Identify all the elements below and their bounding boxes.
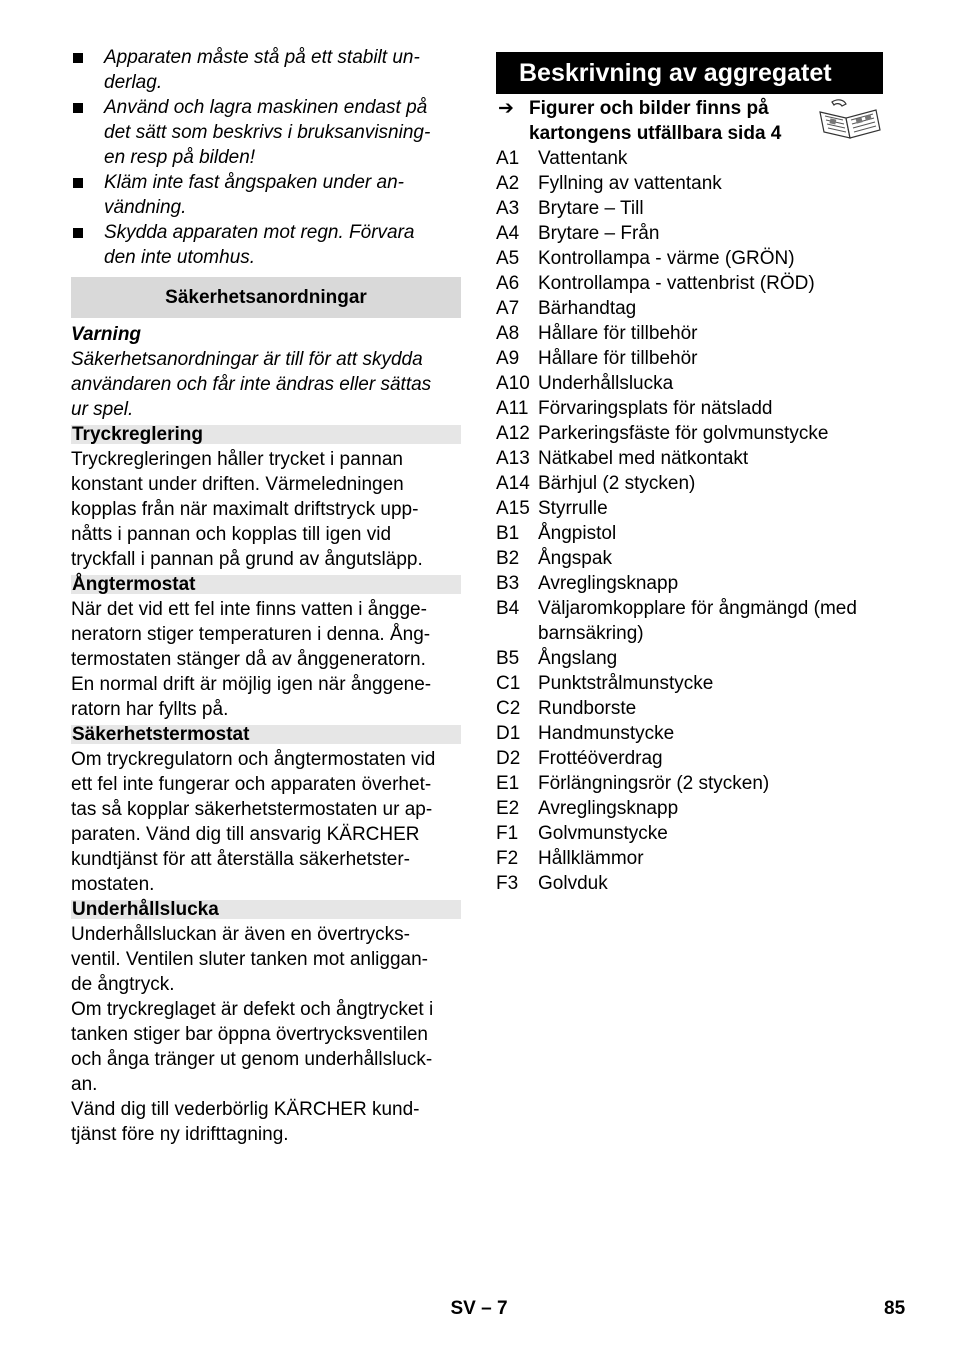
- part-code: A1: [496, 148, 520, 169]
- safety-devices-title: Säkerhetsanordningar: [165, 286, 367, 308]
- section-line: neratorn stiger temperaturen i denna. Ång-: [71, 624, 431, 645]
- part-item: [496, 321, 896, 346]
- safety-sections: [71, 425, 461, 1147]
- section-line: ett fel inte fungerar och apparaten överhet-: [71, 774, 432, 795]
- part-description-line: Förlängningsrör (2 stycken): [538, 773, 770, 794]
- part-code: D2: [496, 748, 521, 769]
- warning-label: Varning: [71, 324, 142, 345]
- footer-section-text: SV – 7: [450, 1298, 508, 1319]
- part-description: [538, 271, 815, 296]
- part-description: [538, 421, 828, 446]
- figures-note-line: kartongens utfällbara sida 4: [529, 123, 782, 144]
- part-description: [538, 721, 674, 746]
- part-description-line: Bärhandtag: [538, 298, 637, 319]
- part-description: [538, 796, 678, 821]
- part-code: A8: [496, 323, 520, 344]
- section-line: Om tryckregulatorn och ångtermostaten vid: [71, 749, 436, 770]
- part-item: [496, 246, 896, 271]
- section-line: Tryckregleringen håller trycket i pannan: [71, 449, 403, 470]
- part-description: [538, 696, 636, 721]
- part-code: A11: [496, 398, 529, 419]
- section-line: När det vid ett fel inte finns vatten i ångge-: [71, 599, 427, 620]
- part-code: B3: [496, 573, 520, 594]
- section-line: kundtjänst för att återställa säkerhetster-: [71, 849, 410, 870]
- part-description: [538, 221, 659, 246]
- section-line: termostaten stänger då av ånggeneratorn.: [71, 649, 426, 670]
- bullet-line: Använd och lagra maskinen endast på: [104, 97, 428, 118]
- arrow-right-icon: ➔: [498, 98, 514, 119]
- part-item: [496, 521, 896, 546]
- safety-section: [71, 725, 461, 897]
- part-description-line: Brytare – Till: [538, 198, 644, 219]
- part-item: [496, 146, 896, 171]
- warning-line: ur spel.: [71, 399, 134, 420]
- bullet-item: [71, 220, 461, 270]
- part-description-line: Kontrollampa - värme (GRÖN): [538, 248, 795, 269]
- part-code: A6: [496, 273, 520, 294]
- square-bullet-icon: [73, 103, 83, 113]
- part-item: [496, 846, 896, 871]
- book-icon: [816, 98, 884, 148]
- part-item: [496, 771, 896, 796]
- part-description-line: Handmunstycke: [538, 723, 675, 744]
- part-description-line: Styrrulle: [538, 498, 608, 519]
- part-description-line: Underhållslucka: [538, 373, 674, 394]
- part-description: [538, 571, 678, 596]
- parts-list: [496, 146, 896, 896]
- section-line: tas så kopplar säkerhetstermostaten ur ap-: [71, 799, 433, 820]
- bullet-line: vändning.: [104, 197, 187, 218]
- part-code: F2: [496, 848, 519, 869]
- part-description: [538, 596, 857, 646]
- part-description: [538, 171, 722, 196]
- part-item: [496, 371, 896, 396]
- part-description: [538, 771, 769, 796]
- section-line: ratorn har fyllts på.: [71, 699, 229, 720]
- part-description: [538, 296, 636, 321]
- part-item: [496, 871, 896, 896]
- section-line: tjänst före ny idrifttagning.: [71, 1124, 289, 1145]
- part-code: A15: [496, 498, 530, 519]
- part-description-line: Avreglingsknapp: [538, 573, 679, 594]
- section-line: ventil. Ventilen sluter tanken mot anliggan-: [71, 949, 428, 970]
- part-item: [496, 546, 896, 571]
- bullet-line: Skydda apparaten mot regn. Förvara: [104, 222, 415, 243]
- bullet-line: Kläm inte fast ångspaken under an-: [104, 172, 404, 193]
- part-description: [538, 396, 772, 421]
- square-bullet-icon: [73, 53, 83, 63]
- part-description-line: Ångspak: [538, 548, 612, 569]
- safety-section: [71, 425, 461, 572]
- part-item: [496, 496, 896, 521]
- section-line: paraten. Vänd dig till ansvarig KÄRCHER: [71, 824, 420, 845]
- section-line: Om tryckreglaget är defekt och ångtrycket i: [71, 999, 434, 1020]
- bullet-line: en resp på bilden!: [104, 147, 256, 168]
- section-heading: Säkerhetstermostat: [71, 725, 461, 744]
- part-code: E1: [496, 773, 520, 794]
- section-line: konstant under driften. Värmeledningen: [71, 474, 404, 495]
- bullet-line: det sätt som beskrivs i bruksanvisning-: [104, 122, 431, 143]
- part-item: [496, 796, 896, 821]
- section-heading: Underhållslucka: [71, 900, 461, 919]
- part-description: [538, 671, 713, 696]
- part-description: [538, 246, 795, 271]
- part-description-line: Hållare för tillbehör: [538, 348, 698, 369]
- part-description-line: Punktstrålmunstycke: [538, 673, 714, 694]
- section-line: och ånga tränger ut genom underhållsluck-: [71, 1049, 433, 1070]
- safety-devices-heading: [71, 277, 461, 318]
- part-code: F3: [496, 873, 519, 894]
- part-code: A14: [496, 473, 530, 494]
- part-description-line: Brytare – Från: [538, 223, 660, 244]
- section-line: Vänd dig till vederbörlig KÄRCHER kund-: [71, 1099, 420, 1120]
- part-description: [538, 496, 608, 521]
- part-item: [496, 396, 896, 421]
- part-description-line: Golvduk: [538, 873, 608, 894]
- part-description-line: Ångpistol: [538, 523, 617, 544]
- part-item: [496, 746, 896, 771]
- part-item: [496, 446, 896, 471]
- part-description-line: Hållklämmor: [538, 848, 644, 869]
- part-item: [496, 346, 896, 371]
- part-description: [538, 521, 616, 546]
- part-description: [538, 646, 617, 671]
- part-description: [538, 471, 695, 496]
- bullet-line: den inte utomhus.: [104, 247, 256, 268]
- figures-note: [496, 96, 896, 146]
- part-item: [496, 571, 896, 596]
- part-description-line: Bärhjul (2 stycken): [538, 473, 696, 494]
- part-description-line: Fyllning av vattentank: [538, 173, 722, 194]
- square-bullet-icon: [73, 228, 83, 238]
- part-description-line: Väljaromkopplare för ångmängd (med: [538, 598, 857, 619]
- section-line: kopplas från när maximalt driftstryck upp-: [71, 499, 419, 520]
- part-item: [496, 721, 896, 746]
- section-line: Underhållsluckan är även en övertrycks-: [71, 924, 410, 945]
- part-code: B4: [496, 598, 520, 619]
- part-description-line: Hållare för tillbehör: [538, 323, 698, 344]
- part-code: A5: [496, 248, 520, 269]
- part-code: C2: [496, 698, 521, 719]
- part-code: A10: [496, 373, 530, 394]
- figures-note-text: [529, 96, 781, 146]
- description-title-bar: [496, 52, 883, 94]
- part-description: [538, 146, 627, 171]
- part-item: [496, 596, 896, 646]
- part-description-line: barnsäkring): [538, 623, 644, 644]
- bullet-item: [71, 95, 461, 170]
- part-description: [538, 821, 668, 846]
- part-description: [538, 346, 697, 371]
- part-description: [538, 871, 608, 896]
- part-item: [496, 821, 896, 846]
- part-code: A2: [496, 173, 520, 194]
- part-description-line: Vattentank: [538, 148, 628, 169]
- part-description: [538, 846, 644, 871]
- part-description-line: Nätkabel med nätkontakt: [538, 448, 749, 469]
- part-code: A7: [496, 298, 520, 319]
- part-item: [496, 296, 896, 321]
- part-description-line: Parkeringsfäste för golvmunstycke: [538, 423, 829, 444]
- figures-note-line: Figurer och bilder finns på: [529, 98, 769, 119]
- section-line: an.: [71, 1074, 98, 1095]
- part-code: B5: [496, 648, 520, 669]
- section-line: En normal drift är möjlig igen när ånggene-: [71, 674, 432, 695]
- section-heading: Tryckreglering: [71, 425, 461, 444]
- part-description: [538, 746, 663, 771]
- part-description: [538, 446, 748, 471]
- part-item: [496, 196, 896, 221]
- part-code: F1: [496, 823, 519, 844]
- section-line: tanken stiger bar öppna övertrycksventilen: [71, 1024, 428, 1045]
- part-item: [496, 271, 896, 296]
- part-description: [538, 196, 644, 221]
- part-code: A4: [496, 223, 520, 244]
- part-description-line: Avreglingsknapp: [538, 798, 679, 819]
- part-item: [496, 171, 896, 196]
- page-number: 85: [884, 1298, 906, 1319]
- part-code: D1: [496, 723, 521, 744]
- part-code: E2: [496, 798, 520, 819]
- section-line: de ångtryck.: [71, 974, 175, 995]
- part-item: [496, 421, 896, 446]
- safety-bullet-list: [71, 45, 461, 270]
- warning-block: [71, 322, 461, 422]
- safety-section: [71, 900, 461, 1147]
- part-description: [538, 321, 697, 346]
- description-title: Beskrivning av aggregatet: [519, 58, 832, 87]
- square-bullet-icon: [73, 178, 83, 188]
- part-description: [538, 371, 673, 396]
- part-item: [496, 221, 896, 246]
- section-line: nåtts i pannan och kopplas till igen vid: [71, 524, 392, 545]
- footer-section-label: [0, 1298, 954, 1320]
- left-column: [71, 45, 461, 1147]
- part-item: [496, 471, 896, 496]
- part-code: A13: [496, 448, 530, 469]
- bullet-line: derlag.: [104, 72, 163, 93]
- section-heading: Ångtermostat: [71, 575, 461, 594]
- part-code: A12: [496, 423, 530, 444]
- part-description-line: Rundborste: [538, 698, 637, 719]
- bullet-item: [71, 45, 461, 95]
- right-column: [496, 52, 896, 896]
- part-description-line: Golvmunstycke: [538, 823, 668, 844]
- part-code: B1: [496, 523, 520, 544]
- part-code: A9: [496, 348, 520, 369]
- part-item: [496, 646, 896, 671]
- part-item: [496, 696, 896, 721]
- part-description-line: Förvaringsplats för nätsladd: [538, 398, 773, 419]
- part-code: C1: [496, 673, 521, 694]
- part-description: [538, 546, 612, 571]
- safety-section: [71, 575, 461, 722]
- part-description-line: Frottéöverdrag: [538, 748, 663, 769]
- part-item: [496, 671, 896, 696]
- section-line: tryckfall i pannan på grund av ångutsläpp.: [71, 549, 423, 570]
- part-code: B2: [496, 548, 520, 569]
- warning-line: Säkerhetsanordningar är till för att skydda: [71, 349, 423, 370]
- part-description-line: Ångslang: [538, 648, 618, 669]
- bullet-item: [71, 170, 461, 220]
- bullet-line: Apparaten måste stå på ett stabilt un-: [104, 47, 420, 68]
- section-line: mostaten.: [71, 874, 155, 895]
- part-description-line: Kontrollampa - vattenbrist (RÖD): [538, 273, 815, 294]
- warning-line: användaren och får inte ändras eller sättas: [71, 374, 432, 395]
- part-code: A3: [496, 198, 520, 219]
